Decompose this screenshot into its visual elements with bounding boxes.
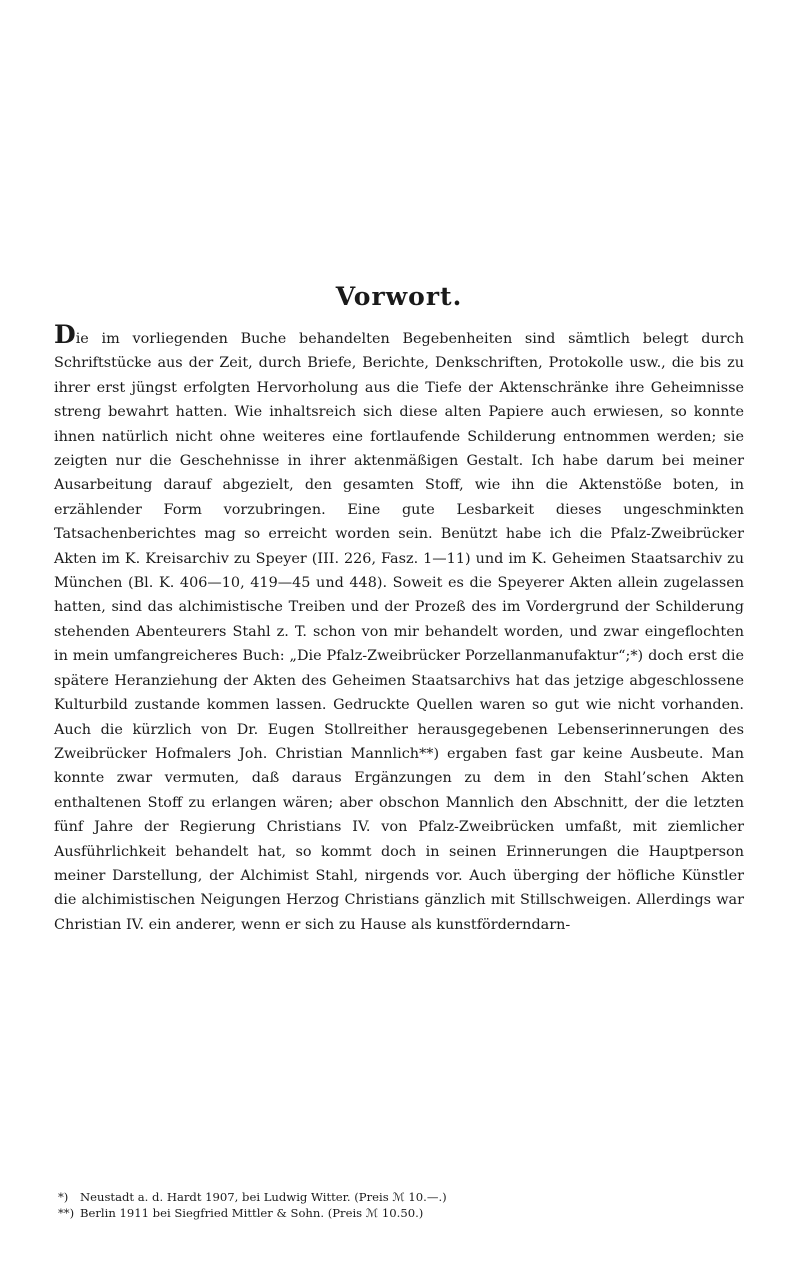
preface-paragraph xyxy=(54,320,744,937)
footnote xyxy=(54,1206,744,1222)
footnote-text: Neustadt a. d. Hardt 1907, bei Ludwig Witter. (Preis ℳ 10.—.) xyxy=(80,1190,447,1204)
text-page xyxy=(54,282,744,937)
page-title: Vorwort. xyxy=(335,282,463,311)
footnote-mark: **) xyxy=(58,1205,75,1220)
footnote-mark: *) xyxy=(58,1190,69,1204)
paragraph-text: ie im vorliegenden Buche behandelten Begebenheiten sind sämtlich belegt durch Schriftstücke aus der Zeit, durch Briefe, Berichte, Denkschriften, Protokolle usw., die bis zu ihrer erst jüngst erfolgten Hervorholung aus die Tiefe der Aktenschränke ihre Geheimnisse streng bewahrt hatten. Wie inhaltsreich sich diese alten Papiere auch erwiesen, so konnte ihnen natürlich nicht ohne weiteres eine fortlaufende Schilderung entnommen werden; sie zeigten nur die Geschehnisse in ihrer aktenmäßigen Gestalt. Ich habe darum bei meiner Ausarbeitung darauf abgezielt, den gesamten Stoff, wie ihn die Aktenstöße boten, in erzählender Form vorzubringen. Eine gute Lesbarkeit dieses ungeschminkten Tatsachenberichtes mag so erreicht worden sein. Benützt habe ich die Pfalz-Zweibrücker Akten im K. Kreisarchiv zu Speyer (III. 226, Fasz. 1—11) und im K. Geheimen Staatsarchiv zu München (Bl. K. 406—10, 419—45 und 448). Soweit es die Speyerer Akten allein zugelassen hatten, sind das alchimistische Treiben und der Prozeß des im Vordergrund der Schilderung stehenden Abenteurers Stahl z. T. schon von mir behandelt worden, und zwar eingeflochten in mein umfangreicheres Buch: „Die Pfalz-Zweibrücker Porzellanmanufaktur“;*) doch erst die spätere Heranziehung der Akten des Geheimen Staatsarchivs hat das jetzige abgeschlossene Kulturbild zustande kommen lassen. Gedruckte Quellen waren so gut wie nicht vorhanden. Auch die kürzlich von Dr. Eugen Stollreither herausgegebenen Lebenserinnerungen des Zweibrücker Hofmalers Joh. Christian Mannlich**) ergaben fast gar keine Ausbeute. Man konnte zwar vermuten, daß daraus Ergänzungen zu dem in den Stahl’schen Akten enthaltenen Stoff zu erlangen wären; aber obschon Mannlich den Abschnitt, der die letzten fünf Jahre der Regierung Christians IV. von Pfalz-Zweibrücken umfaßt, mit ziemlicher Ausführlichkeit behandelt hat, so kommt doch in seinen Erinnerungen die Hauptperson meiner Darstellung, der Alchimist Stahl, nirgends vor. Auch überging der höfliche Künstler die alchimistischen Neigungen Herzog Christians gänzlich mit Stillschweigen. Allerdings war Christian IV. ein anderer, wenn er sich zu Hause als kunstförderndarn- xyxy=(54,331,744,933)
footnote xyxy=(54,1190,744,1206)
footnotes xyxy=(54,1190,744,1221)
footnote-text: Berlin 1911 bei Siegfried Mittler & Sohn. (Preis ℳ 10.50.) xyxy=(80,1205,424,1220)
drop-cap: D xyxy=(54,320,76,349)
